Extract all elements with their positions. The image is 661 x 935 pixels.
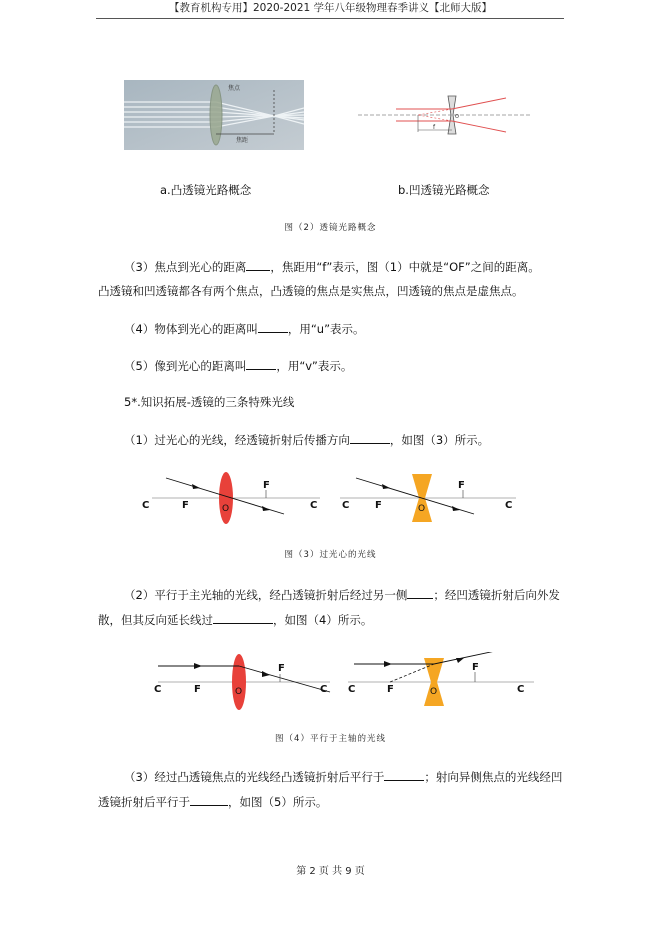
svg-text:F: F xyxy=(278,663,285,674)
svg-text:F: F xyxy=(458,480,465,491)
caption-b: b.凹透镜光路概念 xyxy=(398,183,490,197)
para4: （4）物体到光心的距离叫 ，用“u”表示。 xyxy=(124,322,365,336)
svg-text:F: F xyxy=(194,684,201,695)
svg-text:O: O xyxy=(222,504,230,514)
para5: （5）像到光心的距离叫 ，用“v”表示。 xyxy=(124,359,353,373)
svg-text:F: F xyxy=(375,500,382,511)
blank-focus-convex[interactable] xyxy=(407,586,433,599)
svg-text:C: C xyxy=(348,684,356,695)
svg-text:F: F xyxy=(263,480,270,491)
rule3-line1: （3）经过凸透镜焦点的光线经凸透镜折射后平行于 ；射向异侧焦点的光线经凹 xyxy=(124,770,563,784)
figure3-diagram xyxy=(138,468,528,528)
blank-focal[interactable] xyxy=(246,258,270,271)
svg-text:O: O xyxy=(418,504,426,514)
f-label: f xyxy=(433,124,436,131)
svg-text:C: C xyxy=(505,500,513,511)
blank-focus-concave[interactable] xyxy=(213,611,273,624)
svg-text:F: F xyxy=(472,662,479,673)
focal-length-label: 焦距 xyxy=(236,137,249,144)
svg-text:F: F xyxy=(182,500,189,511)
svg-text:C: C xyxy=(154,684,162,695)
figure2-caption: 图（2）透镜光路概念 xyxy=(284,223,377,233)
blank-parallel-concave[interactable] xyxy=(190,793,228,806)
figure3-caption: 图（3）过光心的光线 xyxy=(284,550,377,560)
blank-parallel-convex[interactable] xyxy=(384,768,424,781)
convex-lens-photo xyxy=(124,80,304,150)
para3-line2: 凸透镜和凹透镜都各有两个焦点，凸透镜的焦点是实焦点，凹透镜的焦点是虚焦点。 xyxy=(98,284,524,298)
caption-a: a.凸透镜光路概念 xyxy=(160,183,252,197)
svg-text:F: F xyxy=(387,684,394,695)
svg-text:O: O xyxy=(430,687,438,697)
svg-text:C: C xyxy=(320,684,328,695)
figure4-diagram xyxy=(150,652,540,712)
svg-text:C: C xyxy=(310,500,318,511)
svg-text:O: O xyxy=(235,687,243,697)
concave-lens-diagram xyxy=(356,92,534,138)
blank-direction[interactable] xyxy=(350,431,390,444)
svg-text:C: C xyxy=(142,500,150,511)
svg-text:C: C xyxy=(342,500,350,511)
rule1: （1）过光心的光线，经透镜折射后传播方向 ，如图（3）所示。 xyxy=(124,433,490,447)
rule2-line2: 散，但其反向延长线过 ，如图（4）所示。 xyxy=(98,613,373,627)
section5-title: 5*.知识拓展-透镜的三条特殊光线 xyxy=(124,395,295,409)
focus-label: 焦点 xyxy=(228,85,241,92)
header-rule xyxy=(96,18,564,19)
para3-line1: （3）焦点到光心的距离 ，焦距用“f”表示，图（1）中就是“OF”之间的距离。 xyxy=(124,260,540,274)
blank-object-distance[interactable] xyxy=(258,320,288,333)
o-label: O xyxy=(455,114,459,120)
page-footer: 第 2 页 共 9 页 xyxy=(296,866,365,877)
svg-text:C: C xyxy=(517,684,525,695)
blank-image-distance[interactable] xyxy=(246,357,276,370)
page-header: 【教育机构专用】2020-2021 学年八年级物理春季讲义【北师大版】 xyxy=(168,2,493,14)
figure4-caption: 图（4）平行于主轴的光线 xyxy=(275,734,386,744)
rule3-line2: 透镜折射后平行于 ，如图（5）所示。 xyxy=(98,795,328,809)
rule2-line1: （2）平行于主光轴的光线，经凸透镜折射后经过另一侧 ；经凹透镜折射后向外发 xyxy=(124,588,560,602)
